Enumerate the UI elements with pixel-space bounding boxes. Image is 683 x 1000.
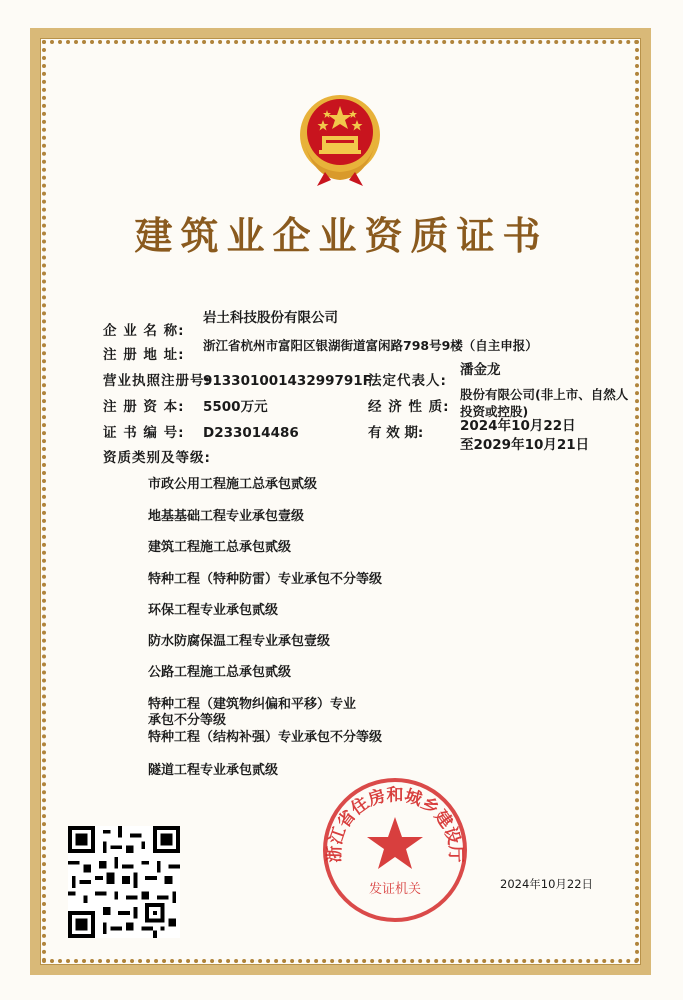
validity-to: 至2029年10月21日 <box>460 437 590 453</box>
validity-from: 2024年10月22日 <box>460 418 576 434</box>
seal-center-text: 发证机关 <box>368 882 422 897</box>
qualification-item: 环保工程专业承包贰级 <box>148 603 279 618</box>
cert-no-label: 证 书 编 号: <box>103 425 185 441</box>
qualification-item: 公路工程施工总承包贰级 <box>148 665 292 680</box>
validity-label: 有 效 期: <box>368 425 424 441</box>
reg-address-value: 浙江省杭州市富阳区银湖街道富闲路798号9楼（自主申报） <box>203 338 538 353</box>
qualification-item: 特种工程（结构补强）专业承包不分等级 <box>148 730 383 745</box>
license-no-label: 营业执照注册号: <box>103 373 211 389</box>
reg-address-label: 注 册 地 址: <box>103 347 185 363</box>
legal-rep-value: 潘金龙 <box>460 362 501 378</box>
national-emblem-icon <box>295 90 385 190</box>
issue-date: 2024年10月22日 <box>500 877 594 891</box>
legal-rep-label: 法定代表人: <box>368 373 447 389</box>
qualification-item: 特种工程（特种防雷）专业承包不分等级 <box>148 572 383 587</box>
official-seal <box>320 775 470 925</box>
qr-code <box>68 826 180 938</box>
qualification-item: 建筑工程施工总承包贰级 <box>148 540 292 555</box>
seal-star-icon <box>367 817 423 869</box>
qualification-item: 防水防腐保温工程专业承包壹级 <box>148 634 331 649</box>
qualification-item: 市政公用工程施工总承包贰级 <box>148 477 318 492</box>
license-no-value: 91330100143299791F <box>203 373 372 389</box>
qualification-label: 资质类别及等级: <box>103 450 211 466</box>
reg-capital-label: 注 册 资 本: <box>103 399 185 415</box>
reg-capital-value: 5500万元 <box>203 399 268 415</box>
qualification-item: 地基基础工程专业承包壹级 <box>148 509 305 524</box>
qualification-item: 隧道工程专业承包贰级 <box>148 763 279 778</box>
econ-nature-value: 股份有限公司(非上市、自然人投资或控股) <box>460 387 629 419</box>
company-name-value: 岩土科技股份有限公司 <box>203 310 338 326</box>
qualification-item: 特种工程（建筑物纠偏和平移）专业承包不分等级 <box>148 697 357 728</box>
seal-ring-text: 浙江省住房和城乡建设厅 <box>324 785 466 863</box>
econ-nature-label: 经 济 性 质: <box>368 399 450 415</box>
certificate-title: 建筑业企业资质证书 <box>134 213 549 258</box>
company-name-label: 企 业 名 称: <box>103 323 185 339</box>
cert-no-value: D233014486 <box>203 425 299 441</box>
